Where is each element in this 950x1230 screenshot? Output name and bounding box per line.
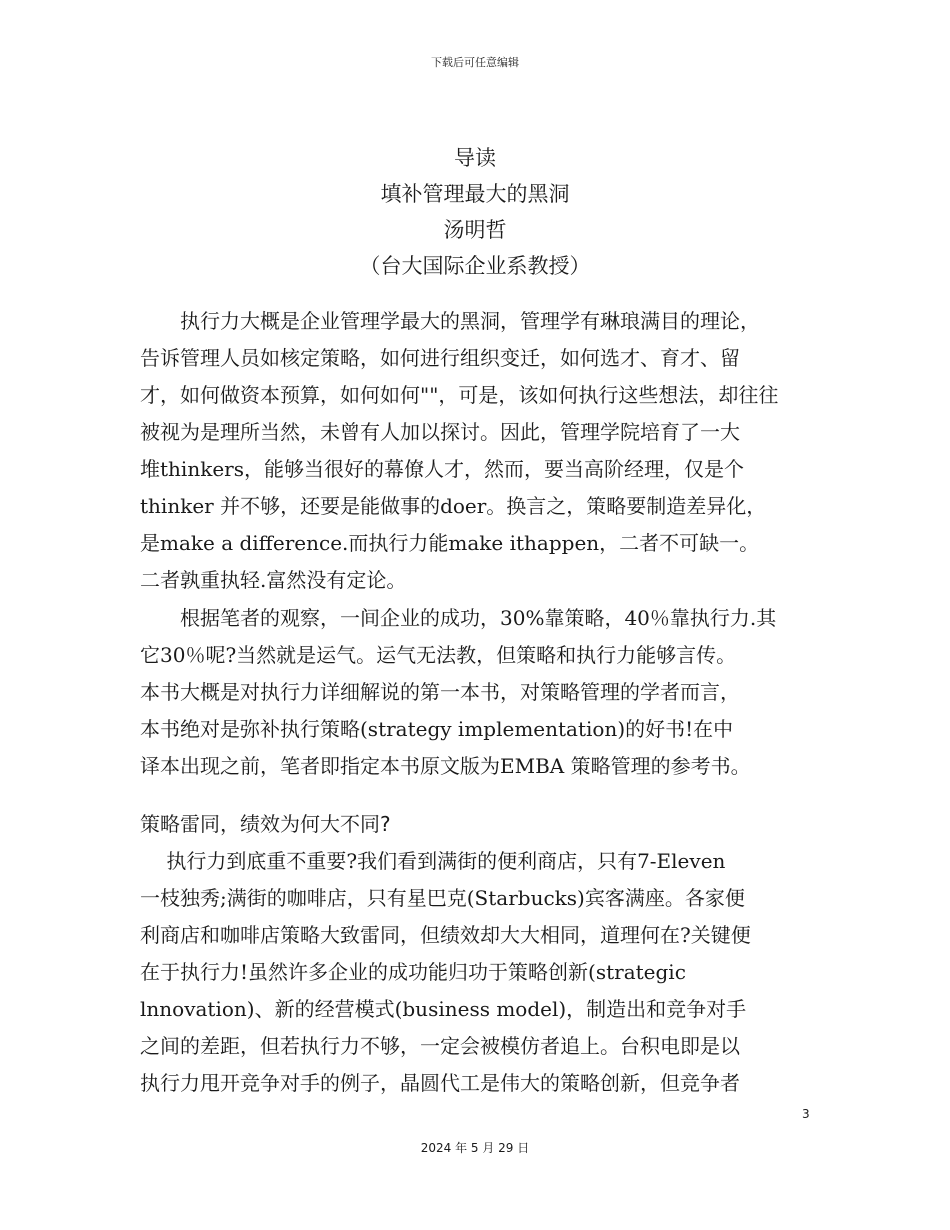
text-line: 告诉管理人员如核定策略，如何进行组织变迁，如何选才、育才、留 bbox=[140, 346, 740, 370]
text-line: 本书大概是对执行力详细解说的第一本书，对策略管理的学者而言， bbox=[140, 680, 740, 704]
text-line: 它30％呢?当然就是运气。运气无法教，但策略和执行力能够言传。 bbox=[140, 643, 737, 667]
text-line: 堆thinkers，能够当很好的幕僚人才，然而，要当高阶经理，仅是个 bbox=[140, 457, 744, 481]
text-line: 一枝独秀;满街的咖啡店，只有星巴克(Starbucks)宾客满座。各家便 bbox=[140, 886, 745, 910]
text-line: 本书绝对是弥补执行策略(strategy implementation)的好书!在中 bbox=[140, 717, 734, 741]
page-footer-date: 2024 年 5 月 29 日 bbox=[420, 1141, 530, 1155]
text-line: 根据笔者的观察，一间企业的成功，30%靠策略，40％靠执行力.其 bbox=[140, 606, 777, 630]
text-line: 执行力大概是企业管理学最大的黑洞，管理学有琳琅满目的理论， bbox=[140, 309, 760, 333]
text-line: 在于执行力!虽然许多企业的成功能归功于策略创新(strategic bbox=[140, 960, 686, 984]
page-header: 下载后可任意编辑 bbox=[431, 56, 519, 69]
author-affiliation: （台大国际企业系教授） bbox=[359, 254, 591, 278]
text-line: lnnovation)、新的经营模式(business model)，制造出和竞争对手 bbox=[140, 997, 747, 1021]
paragraph-1 bbox=[140, 303, 820, 599]
author-name: 汤明哲 bbox=[443, 218, 507, 242]
text-line: 是make a difference.而执行力能make ithappen，二者不可缺一。 bbox=[140, 531, 760, 555]
section-heading: 策略雷同，绩效为何大不同? bbox=[140, 812, 391, 836]
paragraph-2 bbox=[140, 600, 820, 785]
title-label: 导读 bbox=[454, 146, 496, 170]
title-block bbox=[0, 140, 950, 284]
paragraph-3 bbox=[140, 843, 820, 1102]
text-line: 译本出现之前，笔者即指定本书原文版为EMBA 策略管理的参考书。 bbox=[140, 754, 751, 778]
text-line: 才，如何做资本预算，如何如何""，可是，该如何执行这些想法，却往往 bbox=[140, 383, 779, 407]
text-line: 执行力到底重不重要?我们看到满街的便利商店，只有7-Eleven bbox=[140, 849, 726, 873]
text-line: 二者孰重执轻.富然没有定论。 bbox=[140, 568, 407, 592]
text-line: 被视为是理所当然，未曾有人加以探讨。因此，管理学院培育了一大 bbox=[140, 420, 740, 444]
text-line: thinker 并不够，还要是能做事的doer。换言之，策略要制造差异化， bbox=[140, 494, 767, 518]
text-line: 利商店和咖啡店策略大致雷同，但绩效却大大相同，道理何在?关键便 bbox=[140, 923, 751, 947]
title-main: 填补管理最大的黑洞 bbox=[380, 182, 570, 206]
text-line: 执行力甩开竞争对手的例子，晶圆代工是伟大的策略创新，但竞争者 bbox=[140, 1071, 740, 1095]
text-line: 之间的差距，但若执行力不够，一定会被模仿者追上。台积电即是以 bbox=[140, 1034, 740, 1058]
page-number: 3 bbox=[802, 1107, 810, 1121]
